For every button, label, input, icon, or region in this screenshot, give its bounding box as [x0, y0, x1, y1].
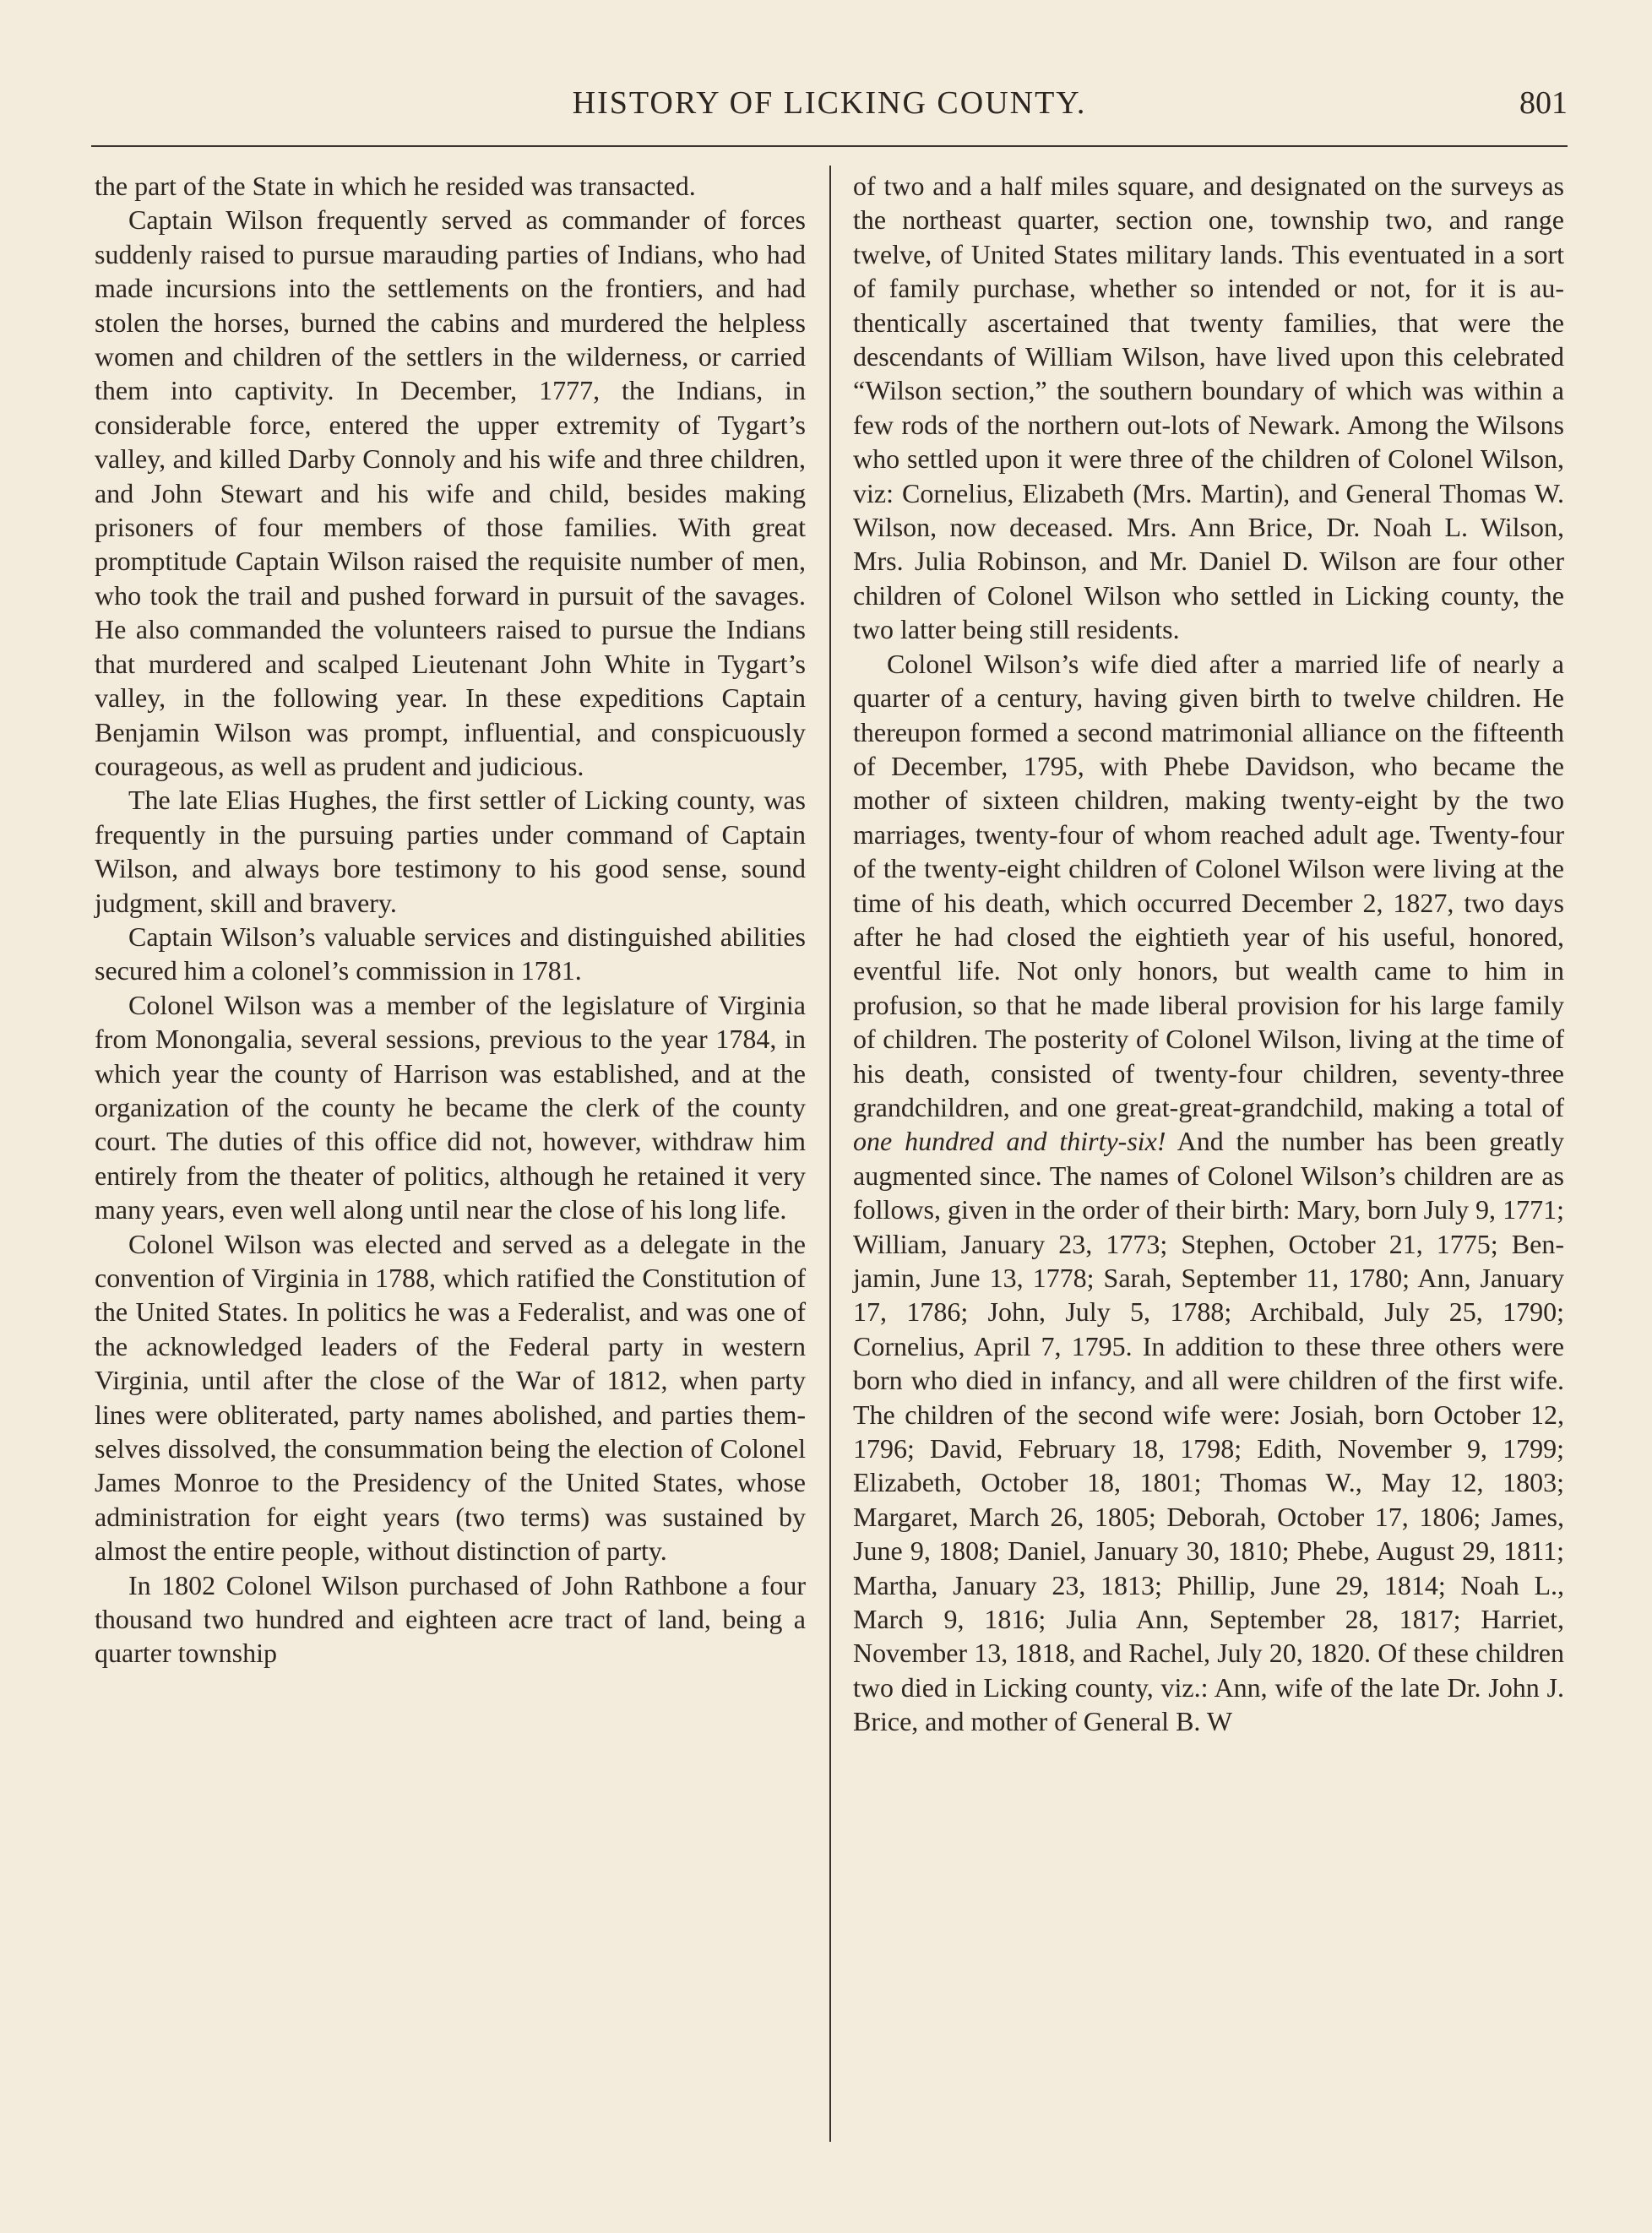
page-number: 801	[1519, 85, 1568, 121]
paragraph: The late Elias Hughes, the first settler of Licking county, was frequently in the pursuing parties under command of Captain Wilson, and always bore testimony to his good sense, sound judgment, skill and bravery.	[95, 785, 806, 918]
paragraph: the part of the State in which he resided was transacted.	[95, 171, 696, 201]
header-rule	[91, 145, 1568, 147]
running-title: HISTORY OF LICKING COUNTY.	[572, 85, 1087, 121]
paragraph: Captain Wilson frequently served as commander of forces suddenly raised to pursue marauding parties of Indians, who had made incursions into the settlements on the frontiers, and had stolen the horses, burned the cabins and murdered the helpless women and children of the settlers in the wilderness, or carried them into captivity. In December, 1777, the Indians, in considerable force, entered the upper extremity of Tygart’s valley, and killed Darby Connoly and his wife and three children, and John Stewart and his wife and child, besides making prisoners of four members of those families. With great promptitude Captain Wilson raised the requisite number of men, who took the trail and pushed forward in pursuit of the savages. He also commanded the volunteers raised to pursue the Indians that murdered and scalped Lieutenant John White in Tygart’s valley, in the following year. In these expeditions Captain Benjamin Wilson was prompt, influential, and conspicuously courageous, as well as prudent and judicious.	[95, 204, 806, 781]
column-divider	[829, 166, 831, 2142]
text-run: Colonel Wilson’s wife died after a married life of nearly a quarter of a century, having given birth to twelve children. He thereupon formed a second matrimonial alliance on the fifteenth of December, 1795, with Phebe Davidson, who became the mother of sixteen children, making twenty-eight by the two marriages, twenty-four of whom reached adult age. Twenty-four of the twenty-eight children of Colonel Wilson were living at the time of his death, which occurred December 2, 1827, two days after he had closed the eightieth year of his useful, honored, eventful life. Not only honors, but wealth came to him in profusion, so that he made liberal provision for his large family of children. The posterity of Colonel Wilson, living at the time of his death, consisted of twenty-four children, seventy-three grandchildren, and one great-great-grandchild, making a total of	[853, 648, 1564, 1122]
paragraph: Colonel Wilson was a member of the legislature of Virginia from Monongalia, several sessions, previous to the year 1784, in which year the county of Harrison was established, and at the organization of the county he became the clerk of the county court. The duties of this office did not, however, withdraw him entirely from the theater of politics, although he retained it very many years, even well along until near the close of his long life.	[95, 989, 806, 1225]
paragraph: Captain Wilson’s valuable services and distinguished abilities secured him a colonel’s commission in 1781.	[95, 921, 806, 986]
left-column	[95, 169, 806, 1671]
page-header	[91, 84, 1568, 135]
italic-text: one hundred and thirty-six!	[853, 1126, 1166, 1157]
right-column	[853, 169, 1564, 1739]
paragraph: Colonel Wilson was elected and served as a delegate in the convention of Virginia in 1788, which ratified the Constitution of the United States. In politics he was a Federalist, and was one of the acknowledged leaders of the Federal party in western Virginia, until after the close of the War of 1812, when party lines were obliterated, party names abolished, and parties themselves dissolved, the consummation being the election of Colonel James Monroe to the Presidency of the United States, whose administration for eight years (two terms) was sustained by almost the entire people, without distinction of party.	[95, 1228, 806, 1567]
paragraph	[853, 647, 1564, 1739]
paragraph: In 1802 Colonel Wilson purchased of John Rathbone a four thousand two hundred and eighteen acre tract of land, being a quarter township	[95, 1569, 806, 1669]
paragraph: of two and a half miles square, and designated on the surveys as the northeast quarter, section one, township two, and range twelve, of United States military lands. This eventuated in a sort of family purchase, whether so intended or not, for it is authentically ascertained that twenty families, that were the descendants of William Wilson, have lived upon this celebrated “Wilson section,” the southern boundary of which was within a few rods of the northern out-lots of Newark. Among the Wilsons who settled upon it were three of the children of Colonel Wilson, viz: Cornelius, Elizabeth (Mrs. Martin), and General Thomas W. Wilson, now deceased. Mrs. Ann Brice, Dr. Noah L. Wilson, Mrs. Julia Robinson, and Mr. Daniel D. Wilson are four other children of Colonel Wilson who settled in Licking county, the two latter being still residents.	[853, 171, 1564, 645]
text-run: And the number has been greatly augmented since. The names of Colonel Wilson’s children are as follows, given in the order of their birth: Mary, born July 9, 1771; William, January 23, 1773; Stephen, October 21, 1775; Benjamin, June 13, 1778; Sarah, September 11, 1780; Ann, January 17, 1786; John, July 5, 1788; Archibald, July 25, 1790; Cornelius, April 7, 1795. In addition to these three others were born who died in infancy, and all were children of the first wife. The children of the second wife were: Josiah, born October 12, 1796; David, February 18, 1798; Edith, November 9, 1799; Elizabeth, October 18, 1801; Thomas W., May 12, 1803; Margaret, March 26, 1805; Deborah, October 17, 1806; James, June 9, 1808; Daniel, January 30, 1810; Phebe, August 29, 1811; Martha, January 23, 1813; Phillip, June 29, 1814; Noah L., March 9, 1816; Julia Ann, September 28, 1817; Harriet, November 13, 1818, and Rachel, July 20, 1820. Of these children two died in Licking county, viz.: Ann, wife of the late Dr. John J. Brice, and mother of General B. W	[853, 1126, 1565, 1737]
